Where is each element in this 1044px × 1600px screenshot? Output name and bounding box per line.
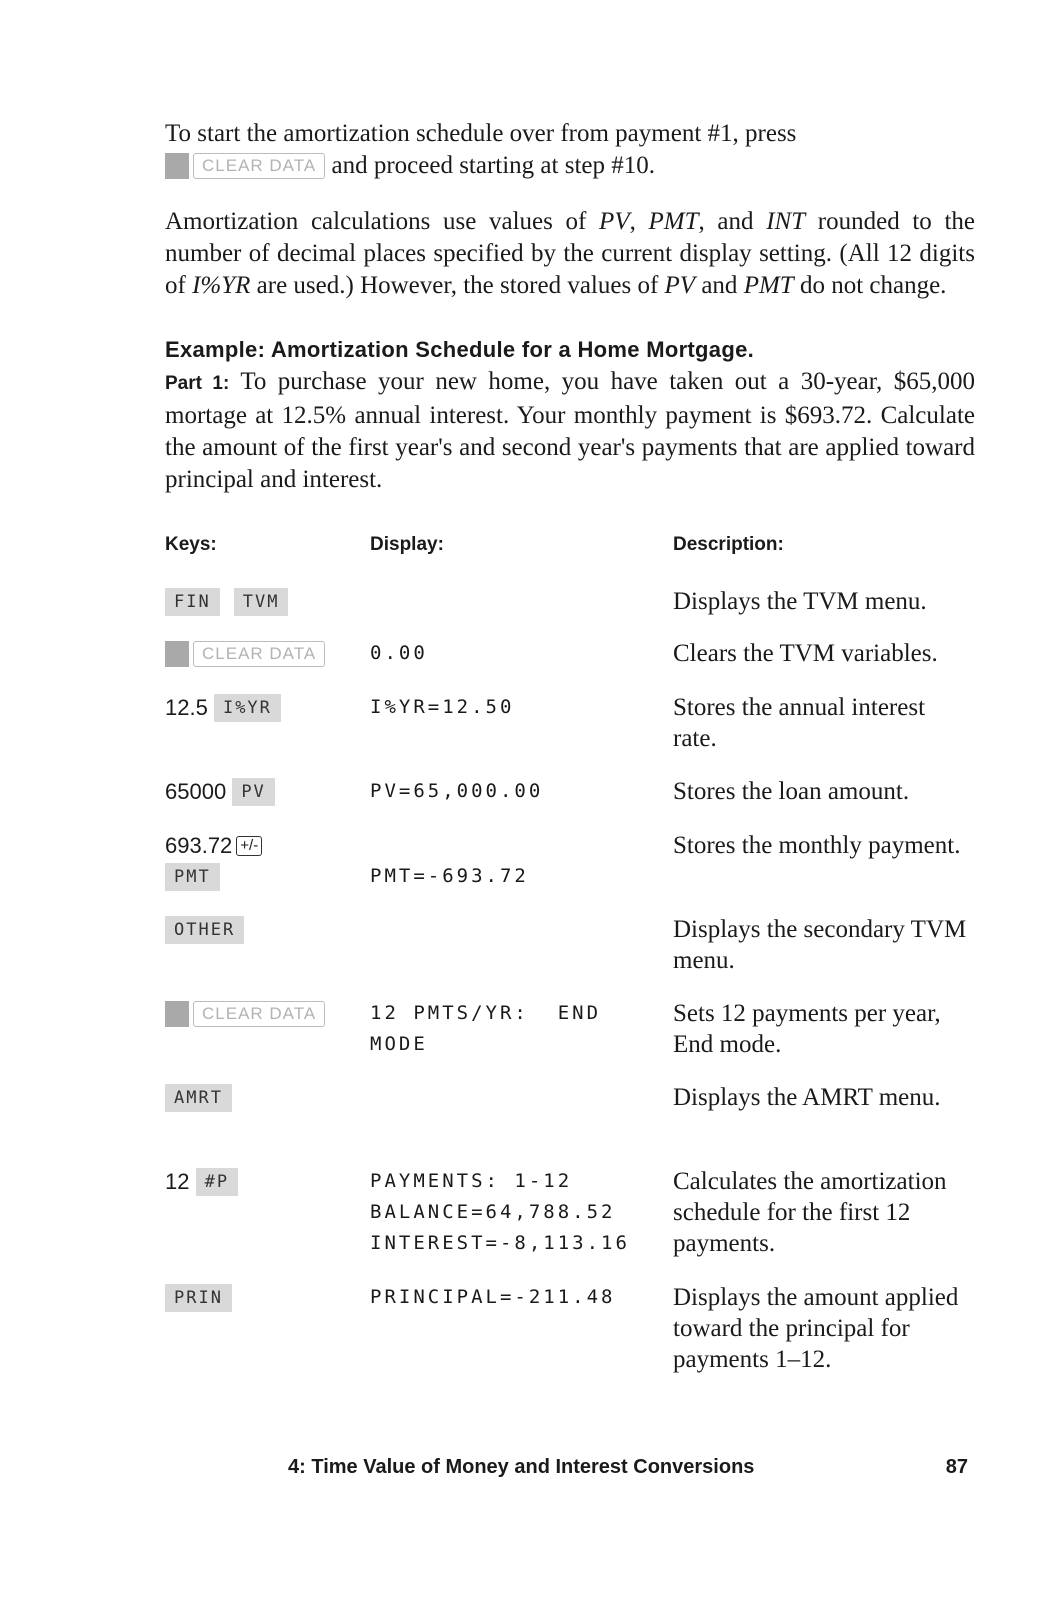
display-line: PAYMENTS: 1-12: [370, 1170, 573, 1192]
row-display: [370, 1166, 630, 1259]
table-row: [165, 586, 975, 638]
clear-data-key: CLEAR DATA: [193, 641, 325, 667]
row-display: PRINCIPAL=-211.48: [370, 1286, 616, 1308]
p2-text: Amortization calculations use values of: [165, 208, 600, 235]
display-line: 12 PMTS/YR: END: [370, 1002, 602, 1024]
p2-text: and: [695, 272, 744, 299]
row-description: Stores the monthly payment.: [673, 832, 961, 859]
row-description: Stores the loan amount.: [673, 778, 910, 805]
row-display: PMT=-693.72: [370, 865, 529, 887]
row-description: Displays the amount applied toward the principal for payments 1–12.: [673, 1284, 959, 1373]
display-line: MODE: [370, 1033, 428, 1055]
row-keys: [165, 914, 244, 945]
row-description: Clears the TVM variables.: [673, 640, 938, 667]
table-row: [165, 638, 975, 692]
part-label: Part 1:: [165, 373, 230, 394]
p2-text: are used.) However, the stored values of: [250, 272, 665, 299]
p2-var-pv: PV: [664, 272, 696, 299]
other-key: OTHER: [165, 916, 244, 944]
header-display: Display:: [370, 534, 444, 555]
row-keys: [165, 776, 275, 807]
example-title: Example: Amortization Schedule for a Home Mortgage.: [165, 337, 755, 362]
pmt-key: PMT: [165, 863, 220, 891]
row-keys: [165, 830, 262, 892]
p2-var-int: INT: [766, 208, 806, 235]
clear-data-key: CLEAR DATA: [193, 1001, 325, 1027]
table-row: [165, 914, 975, 998]
shift-key-icon: [165, 1001, 189, 1027]
key-number: 65000: [165, 779, 227, 804]
intro-text-before: To start the amortization schedule over from payment #1, press: [165, 120, 797, 147]
row-description: Displays the TVM menu.: [673, 588, 927, 615]
key-number: 693.72: [165, 833, 233, 858]
page-number: 87: [945, 1456, 968, 1478]
prin-key: PRIN: [165, 1284, 232, 1312]
row-description: Stores the annual interest rate.: [673, 694, 926, 752]
table-row: [165, 692, 975, 776]
change-sign-key: +/-: [236, 836, 262, 856]
row-keys: [165, 638, 325, 669]
i-yr-key: I%YR: [214, 694, 281, 722]
part-text: To purchase your new home, you have taken out a 30-year, $65,000 mortage at 12.5% annual interest. Your monthly payment is $693.72. Calculate the amount of the first year's and second year's payments that are applied toward principal and interest.: [165, 368, 975, 493]
shift-key-icon: [165, 153, 189, 179]
pv-key: PV: [232, 778, 274, 806]
table-row: [165, 1082, 975, 1166]
p2-text: rounded to the number of decimal places specified by the current display setting. (All 12 digits of: [165, 208, 976, 299]
shift-key-icon: [165, 641, 189, 667]
p2-text: , and: [698, 208, 767, 235]
row-display: I%YR=12.50: [370, 696, 515, 718]
row-keys: [165, 1282, 232, 1313]
page-body: [165, 118, 975, 1382]
p2-text: do not change.: [793, 272, 947, 299]
amrt-key: AMRT: [165, 1084, 232, 1112]
row-description: Sets 12 payments per year, End mode.: [673, 1000, 941, 1058]
chapter-title: 4: Time Value of Money and Interest Conversions: [288, 1456, 755, 1478]
table-row: [165, 1282, 975, 1382]
table-row: [165, 830, 975, 914]
p2-var-iyr: I%YR: [192, 272, 251, 299]
example-part-1: [165, 366, 975, 496]
row-description: Calculates the amortization schedule for the first 12 payments.: [673, 1168, 947, 1257]
key-number: 12.5: [165, 695, 208, 720]
intro-paragraph-1: [165, 118, 975, 182]
display-line: BALANCE=64,788.52: [370, 1201, 616, 1223]
table-header: [165, 534, 975, 564]
table-row: [165, 1166, 975, 1282]
intro-text-after: and proceed starting at step #10.: [331, 152, 655, 179]
key-number: 12: [165, 1169, 190, 1194]
p2-var-pmt: PMT: [648, 208, 699, 235]
tvm-key: TVM: [234, 588, 289, 616]
num-payments-key: #P: [196, 1168, 238, 1196]
row-display: 0.00: [370, 642, 428, 664]
clear-data-key: CLEAR DATA: [193, 153, 325, 179]
fin-key: FIN: [165, 588, 220, 616]
table-row: [165, 776, 975, 830]
row-keys: [165, 586, 288, 617]
p2-text: ,: [629, 208, 649, 235]
header-keys: Keys:: [165, 534, 217, 555]
row-keys: [165, 692, 281, 723]
row-description: Displays the AMRT menu.: [673, 1084, 941, 1111]
header-description: Description:: [673, 534, 784, 555]
display-line: INTEREST=-8,113.16: [370, 1232, 630, 1254]
intro-paragraph-2: [165, 206, 975, 302]
row-display: PV=65,000.00: [370, 780, 544, 802]
row-display: [370, 998, 601, 1060]
p2-var-pmt: PMT: [743, 272, 794, 299]
row-keys: [165, 998, 325, 1029]
p2-var-pv: PV: [599, 208, 630, 235]
table-row: [165, 998, 975, 1082]
row-description: Displays the secondary TVM menu.: [673, 916, 967, 974]
row-keys: [165, 1166, 238, 1197]
row-keys: [165, 1082, 232, 1113]
